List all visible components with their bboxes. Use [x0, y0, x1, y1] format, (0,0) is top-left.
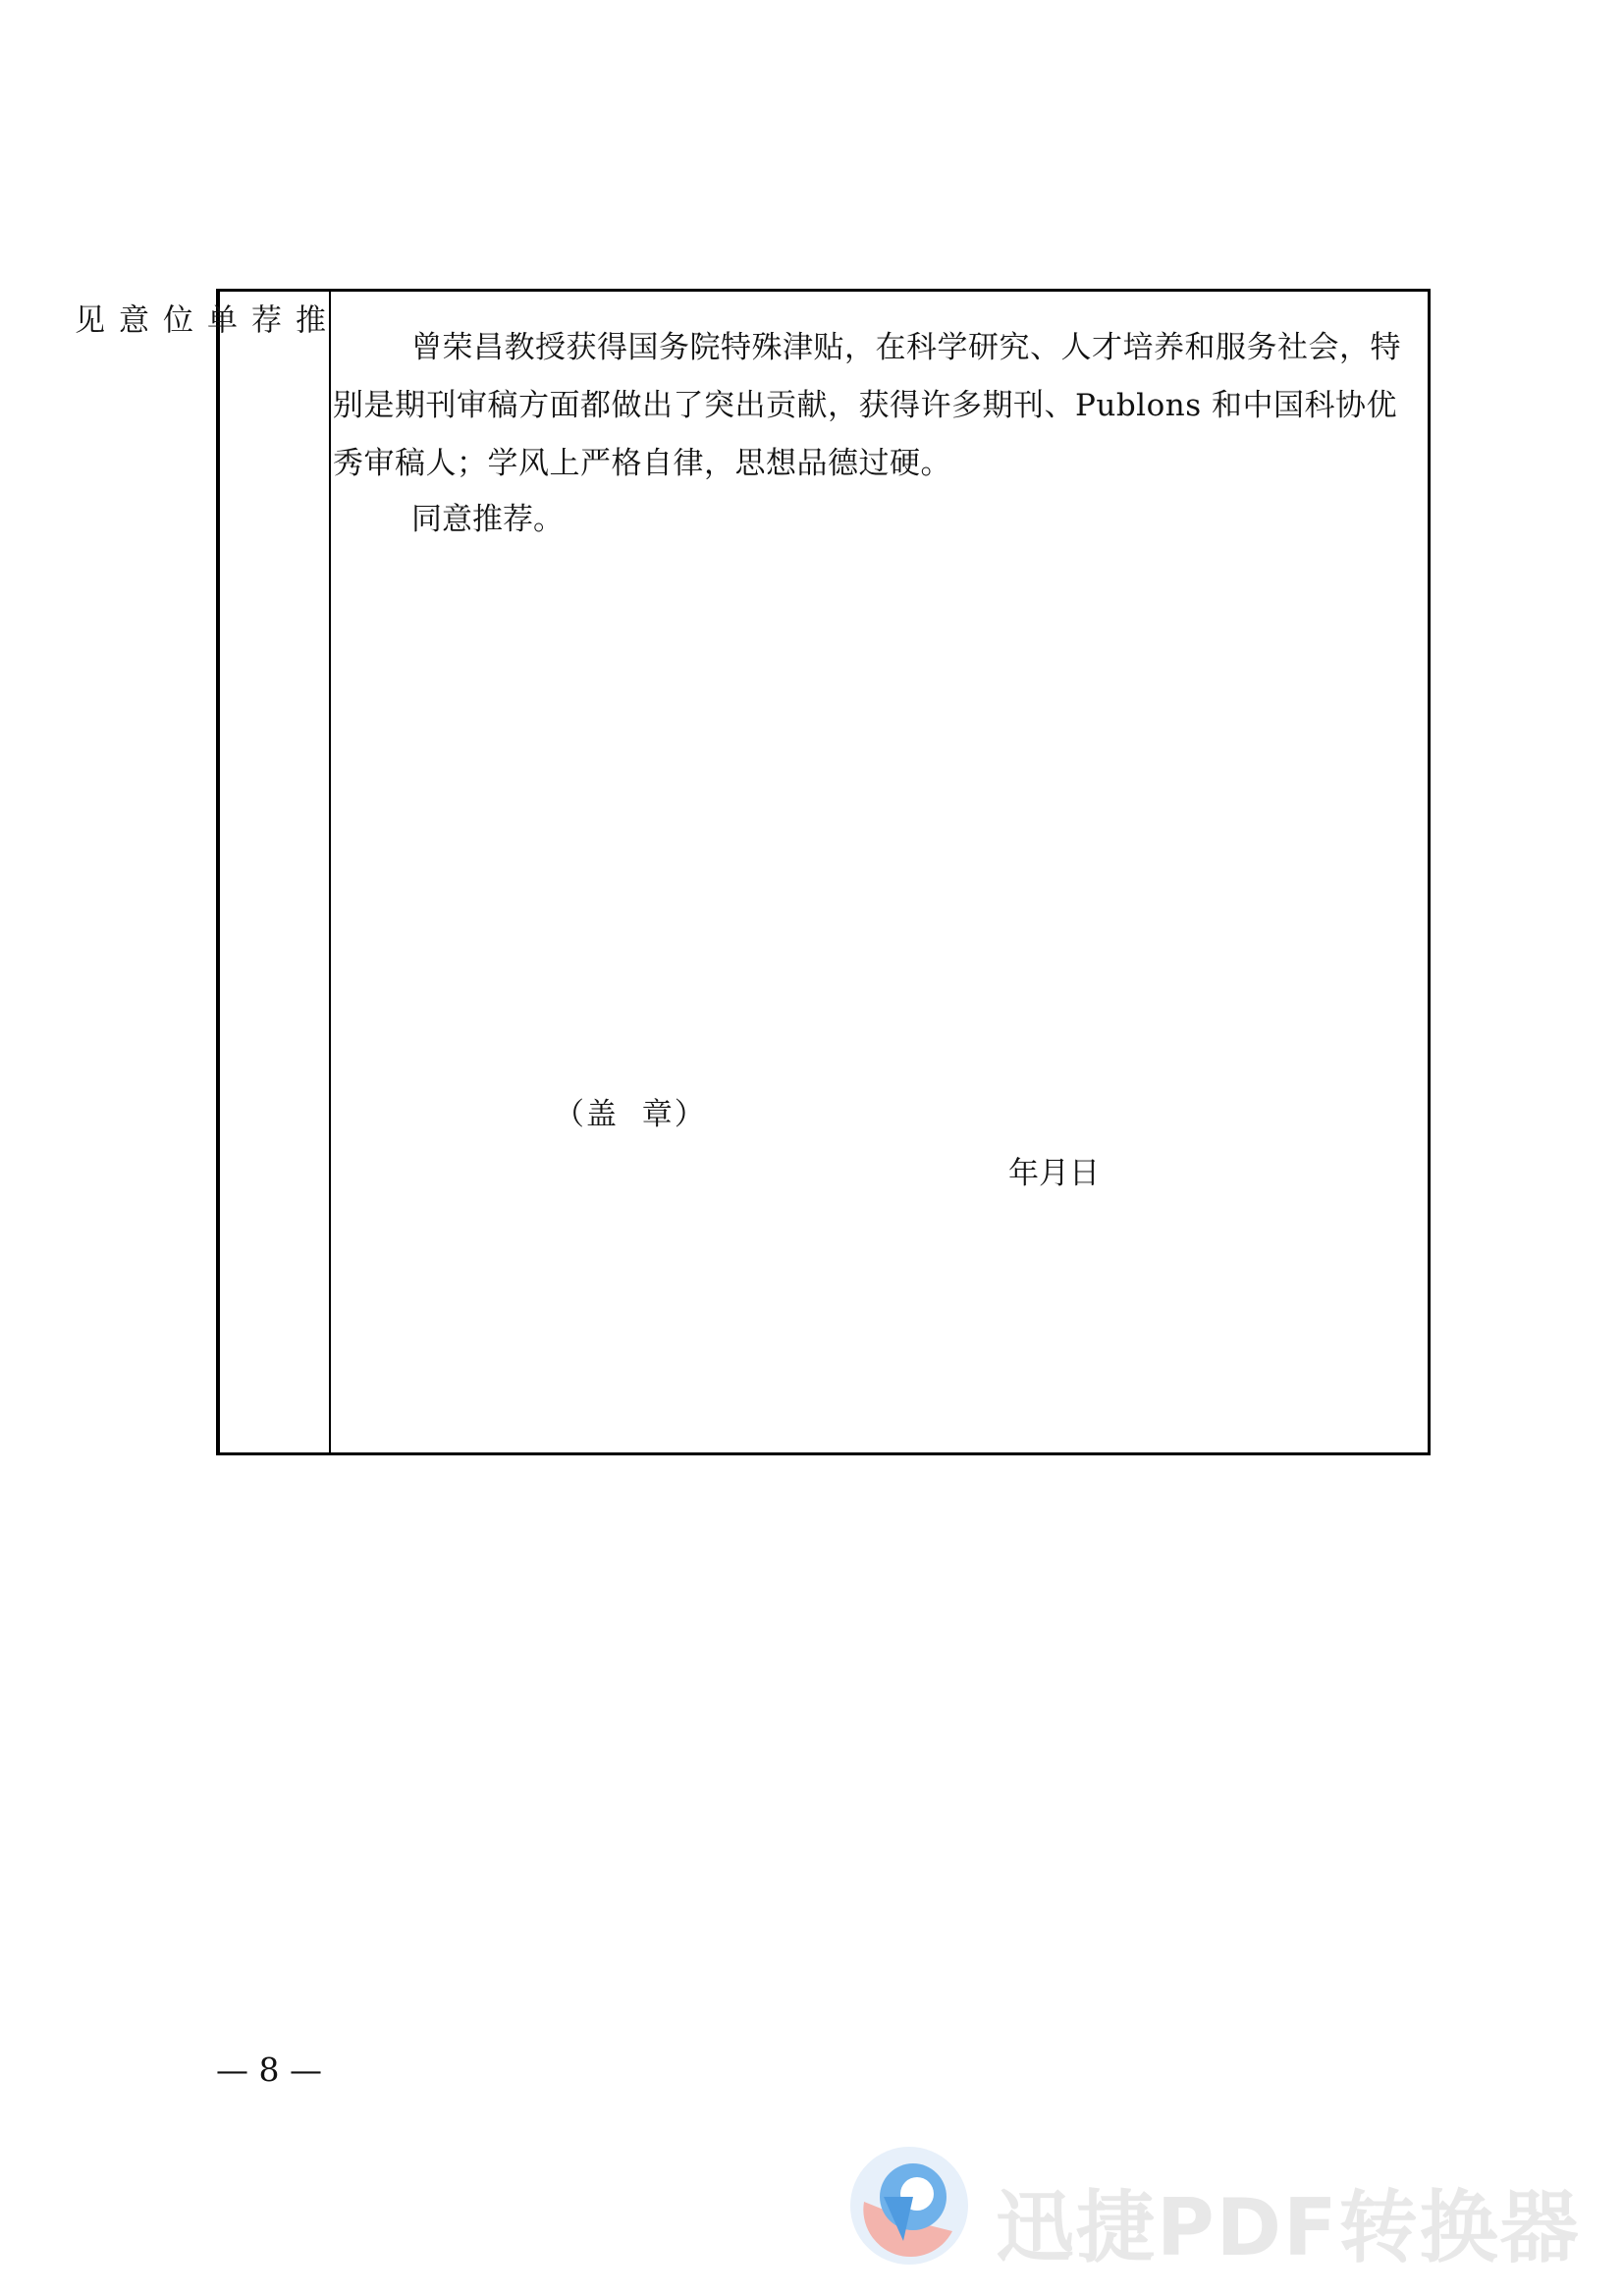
label-char: 推	[290, 303, 325, 348]
label-char: 位	[157, 303, 192, 348]
label-char: 荐	[245, 303, 281, 348]
watermark	[844, 2143, 1600, 2273]
opinion-paragraph: 曾荣昌教授获得国务院特殊津贴，在科学研究、人才培养和服务社会，特别是期刊审稿方面都做出了突出贡献，获得许多期刊、Publons 和中国科协优秀审稿人；学风上严格自律，思想品德过硬。	[333, 330, 1401, 481]
opinion-cell	[331, 292, 1428, 1452]
label-cell	[69, 292, 331, 1452]
seal-placeholder: （盖 章）	[554, 1097, 707, 1132]
recommendation-table	[69, 289, 1431, 1455]
label-char: 意	[113, 303, 148, 348]
xunjie-logo-icon	[844, 2143, 972, 2270]
date-placeholder: 年月日	[1008, 1156, 1100, 1191]
label-char: 见	[69, 303, 104, 348]
page-number: — 8 —	[216, 2050, 322, 2089]
label-char: 单	[201, 303, 237, 348]
recommending-unit-opinion-label	[69, 303, 329, 348]
recommend-statement: 同意推荐。	[411, 502, 564, 537]
watermark-text: 迅捷PDF转换器	[996, 2182, 1581, 2273]
